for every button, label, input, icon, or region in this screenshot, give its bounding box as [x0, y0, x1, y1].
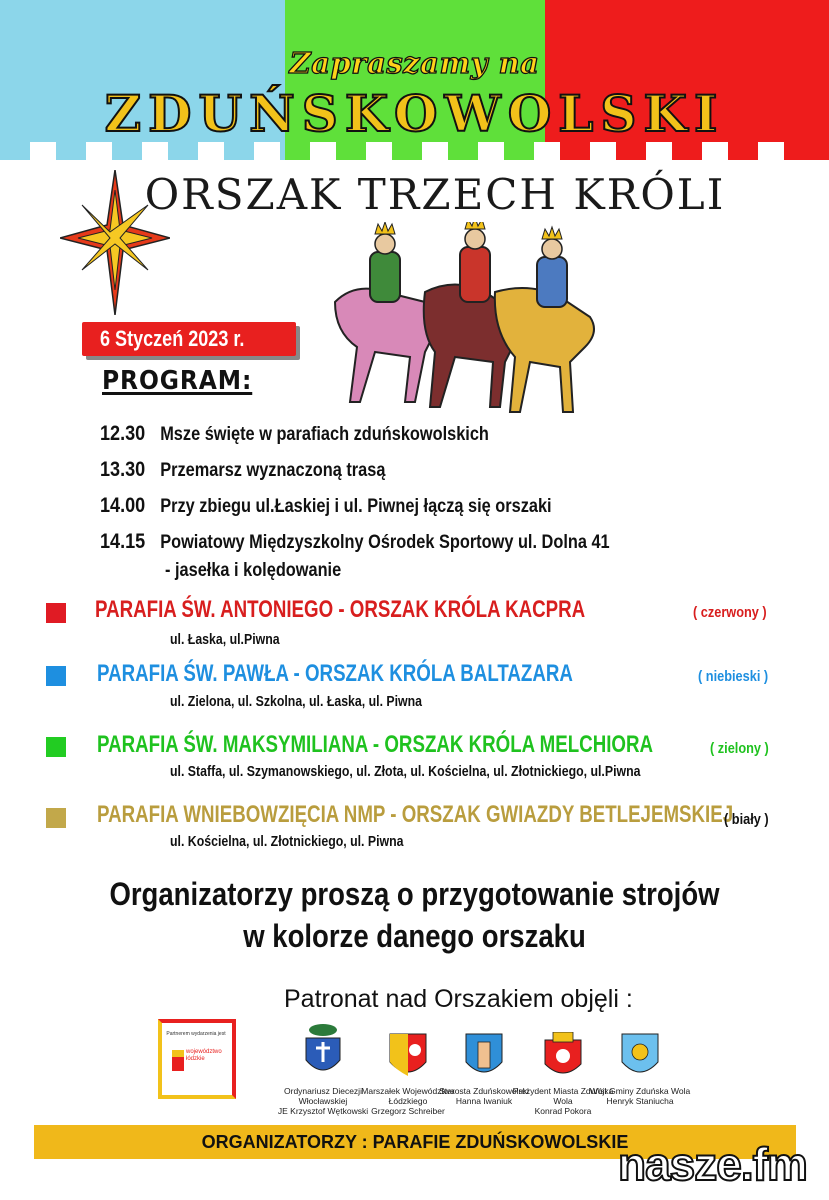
- program-continuation: - jasełka i kolędowanie: [165, 560, 342, 581]
- notice-line-1: Organizatorzy proszą o przygotowanie strojów: [109, 876, 720, 912]
- patron-role: Starosta Zduńskowolski: [439, 1086, 529, 1096]
- watermark-logo: nasze.fm: [618, 1138, 807, 1190]
- program-time: 14.15: [100, 530, 146, 553]
- parish-color-label: ( zielony ): [710, 740, 769, 757]
- parish-color-square: [46, 737, 66, 757]
- event-title: ORSZAK TRZECH KRÓLI: [144, 170, 726, 219]
- three-kings-illustration: [315, 222, 615, 422]
- program-text: Przy zbiegu ul.Łaskiej i ul. Piwnej łączą się orszaki: [160, 496, 552, 517]
- county-crest-icon: [464, 1032, 504, 1082]
- parish-color-label: ( biały ): [724, 811, 769, 828]
- parish-streets: ul. Łaska, ul.Piwna: [170, 632, 280, 648]
- merlon: [366, 142, 392, 160]
- program-item: [100, 458, 385, 482]
- merlon: [590, 142, 616, 160]
- program-item: [100, 530, 610, 554]
- merlon: [30, 142, 56, 160]
- date-label: 6 Styczeń 2023 r.: [100, 326, 245, 351]
- program-text: Powiatowy Międzyszkolny Ośrodek Sportowy ul. Dolna 41: [160, 532, 610, 553]
- merlon: [478, 142, 504, 160]
- parish-name: PARAFIA ŚW. MAKSYMILIANA - ORSZAK KRÓLA MELCHIORA: [97, 731, 654, 758]
- patronage-title: Patronat nad Orszakiem objęli :: [284, 985, 633, 1013]
- partner-label: Partnerem wydarzenia jest: [166, 1031, 226, 1037]
- merlon: [254, 142, 280, 160]
- patron-role: Ordynariusz Diecezji Włocławskiej: [284, 1086, 362, 1106]
- parish-color-label: ( czerwony ): [693, 604, 767, 621]
- parish-name: PARAFIA ŚW. ANTONIEGO - ORSZAK KRÓLA KACPRA: [95, 596, 586, 623]
- parish-color-square: [46, 666, 66, 686]
- lodzkie-voivodeship-crest-icon: [388, 1032, 428, 1082]
- program-item: [100, 494, 552, 518]
- parish-name: PARAFIA WNIEBOWZIĘCIA NMP - ORSZAK GWIAZDY BETLEJEMSKIEJ: [97, 801, 734, 828]
- organizers-label: ORGANIZATORZY : PARAFIE ZDUŃSKOWOLSKIE: [201, 1132, 629, 1152]
- patron-name: Hanna Iwaniuk: [455, 1096, 513, 1106]
- notice-line-2: w kolorze danego orszaku: [243, 918, 586, 954]
- merlon: [422, 142, 448, 160]
- program-time: 12.30: [100, 422, 146, 445]
- merlon: [646, 142, 672, 160]
- city-crest-icon: [543, 1032, 583, 1082]
- program-item: [100, 422, 489, 446]
- merlon: [702, 142, 728, 160]
- merlon: [534, 142, 560, 160]
- patron-name: Grzegorz Schreiber: [371, 1106, 445, 1116]
- merlon: [310, 142, 336, 160]
- city-heading: ZDUŃSKOWOLSKI: [104, 84, 725, 143]
- patron-name: JE Krzysztof Wętkowski: [277, 1106, 369, 1116]
- invite-heading: Zapraszamy na: [289, 46, 540, 80]
- program-text: Przemarsz wyznaczoną trasą: [160, 460, 386, 481]
- merlon: [142, 142, 168, 160]
- parish-streets: ul. Zielona, ul. Szkolna, ul. Łaska, ul. Piwna: [170, 694, 423, 710]
- diocese-crest-icon: [300, 1022, 346, 1082]
- parish-color-label: ( niebieski ): [698, 668, 769, 685]
- parish-color-square: [46, 808, 66, 828]
- program-time: 13.30: [100, 458, 146, 481]
- patron-caption: [580, 1086, 700, 1106]
- merlon: [198, 142, 224, 160]
- patron-role: Wójt Gminy Zduńska Wola: [589, 1086, 691, 1096]
- parish-name: PARAFIA ŚW. PAWŁA - ORSZAK KRÓLA BALTAZARA: [97, 660, 573, 687]
- patron-name: Konrad Pokora: [534, 1106, 592, 1116]
- patron-role: Marszałek Województwa Łódzkiego: [361, 1086, 455, 1106]
- program-time: 14.00: [100, 494, 146, 517]
- merlon: [86, 142, 112, 160]
- merlon: [758, 142, 784, 160]
- partner-logo-text: województwo łódzkie: [186, 1049, 222, 1062]
- parish-streets: ul. Kościelna, ul. Złotnickiego, ul. Piwna: [170, 834, 404, 850]
- program-text: Msze święte w parafiach zduńskowolskich: [160, 424, 489, 445]
- program-title: PROGRAM:: [102, 366, 253, 396]
- patron-name: Henryk Staniucha: [606, 1096, 674, 1106]
- lodzkie-flag-icon: [172, 1050, 184, 1071]
- patron-role: Prezydent Miasta Zduńska Wola: [512, 1086, 614, 1106]
- parish-color-square: [46, 603, 66, 623]
- commune-crest-icon: [620, 1032, 660, 1082]
- parish-streets: ul. Staffa, ul. Szymanowskiego, ul. Złota, ul. Kościelna, ul. Złotnickiego, ul.Piwna: [170, 764, 641, 780]
